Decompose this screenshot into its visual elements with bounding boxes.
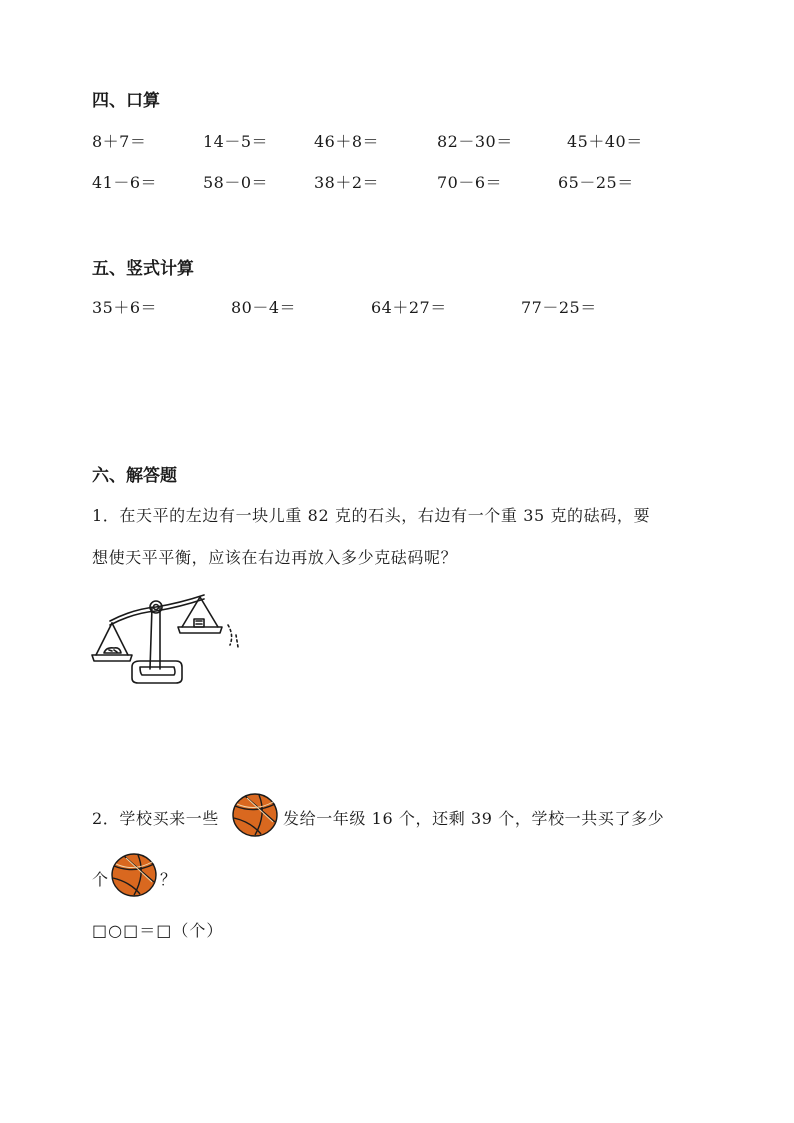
- oral-calc-8: 38＋2＝: [314, 173, 380, 192]
- oral-calc-7: 58－0＝: [203, 173, 269, 192]
- section4-title: 四、口算: [92, 91, 160, 111]
- vertical-calc-4: 77－25＝: [521, 298, 597, 317]
- vertical-calc-2: 80－4＝: [231, 298, 297, 317]
- question1-line1: 1．在天平的左边有一块儿重 82 克的石头，右边有一个重 35 克的砝码，要: [92, 506, 651, 525]
- vertical-calc-1: 35＋6＝: [92, 298, 158, 317]
- oral-calc-9: 70－6＝: [437, 173, 503, 192]
- answer-template: □○□＝□（个）: [92, 921, 224, 940]
- question2-text-start: 2．学校买来一些: [92, 809, 219, 828]
- question2-text-unit: 个: [92, 870, 109, 889]
- question2-text-end: ？: [160, 870, 177, 889]
- section5-title: 五、竖式计算: [92, 259, 194, 279]
- basketball-icon: [231, 792, 279, 838]
- vertical-calc-3: 64＋27＝: [371, 298, 447, 317]
- oral-calc-3: 46＋8＝: [314, 132, 380, 151]
- oral-calc-5: 45＋40＝: [567, 132, 643, 151]
- oral-calc-1: 8＋7＝: [92, 132, 147, 151]
- oral-calc-2: 14－5＝: [203, 132, 269, 151]
- oral-calc-4: 82－30＝: [437, 132, 513, 151]
- question2-text-middle: 发给一年级 16 个，还剩 39 个，学校一共买了多少: [283, 809, 665, 828]
- balance-scale-icon: [88, 585, 248, 690]
- section6-title: 六、解答题: [92, 466, 177, 486]
- question1-line2: 想使天平平衡，应该在右边再放入多少克砝码呢？: [92, 548, 458, 567]
- oral-calc-10: 65－25＝: [558, 173, 634, 192]
- basketball-icon: [110, 852, 158, 898]
- oral-calc-6: 41－6＝: [92, 173, 158, 192]
